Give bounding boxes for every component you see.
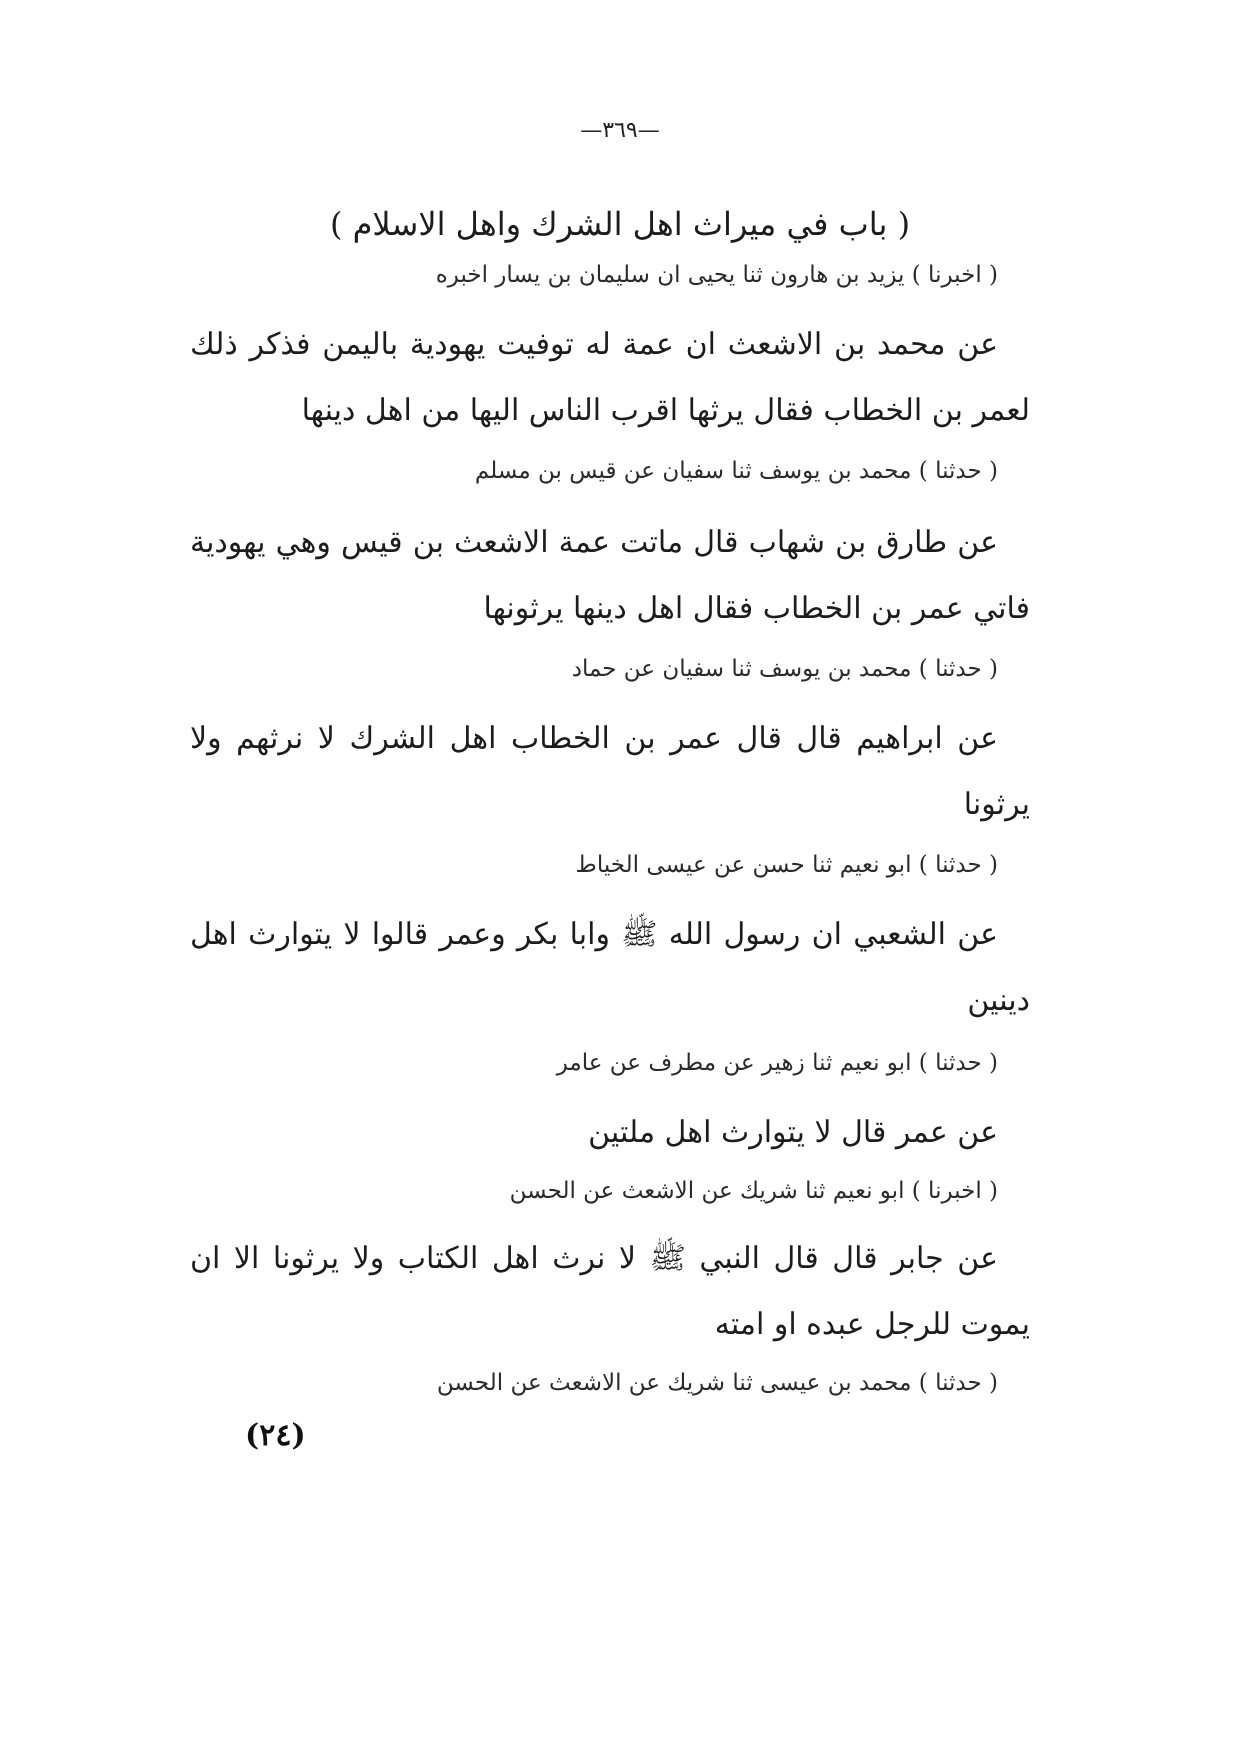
matn-paragraph: عن ابراهيم قال قال عمر بن الخطاب اهل الشرك لا نرثهم ولا يرثونا — [190, 721, 1030, 822]
isnad-line: ( حدثنا ) ابو نعيم ثنا حسن عن عيسى الخياط — [575, 852, 998, 878]
isnad-line: ( حدثنا ) ابو نعيم ثنا زهير عن مطرف عن عامر — [556, 1050, 998, 1076]
chapter-title: ( باب في ميراث اهل الشرك واهل الاسلام ) — [329, 205, 911, 243]
isnad-line: ( حدثنا ) محمد بن عيسى ثنا شريك عن الاشعث عن الحسن — [436, 1370, 998, 1396]
isnad-line: ( حدثنا ) محمد بن يوسف ثنا سفيان عن قيس بن مسلم — [474, 458, 998, 484]
matn-paragraph: عن طارق بن شهاب قال ماتت عمة الاشعث بن قيس وهي يهودية فاتي عمر بن الخطاب فقال اهل دينها يرثونها — [190, 525, 1030, 626]
signature-mark: (٢٤) — [245, 1418, 306, 1453]
isnad-line: ( اخبرنا ) يزيد بن هارون ثنا يحيى ان سليمان بن يسار اخبره — [435, 262, 998, 288]
matn-paragraph: عن محمد بن الاشعث ان عمة له توفيت يهودية باليمن فذكر ذلك لعمر بن الخطاب فقال يرثها اقرب الناس اليها من اهل دينها — [190, 327, 1030, 428]
matn-paragraph: عن جابر قال قال النبي ﷺ لا نرث اهل الكتاب ولا يرثونا الا ان يموت للرجل عبده او امته — [190, 1241, 1030, 1342]
matn-paragraph: عن عمر قال لا يتوارث اهل ملتين — [588, 1115, 998, 1150]
page-number: —٣٦٩— — [580, 118, 660, 143]
isnad-line: ( اخبرنا ) ابو نعيم ثنا شريك عن الاشعث عن الحسن — [509, 1178, 998, 1204]
matn-paragraph: عن الشعبي ان رسول الله ﷺ وابا بكر وعمر قالوا لا يتوارث اهل دينين — [190, 917, 1030, 1018]
isnad-line: ( حدثنا ) محمد بن يوسف ثنا سفيان عن حماد — [571, 656, 998, 682]
